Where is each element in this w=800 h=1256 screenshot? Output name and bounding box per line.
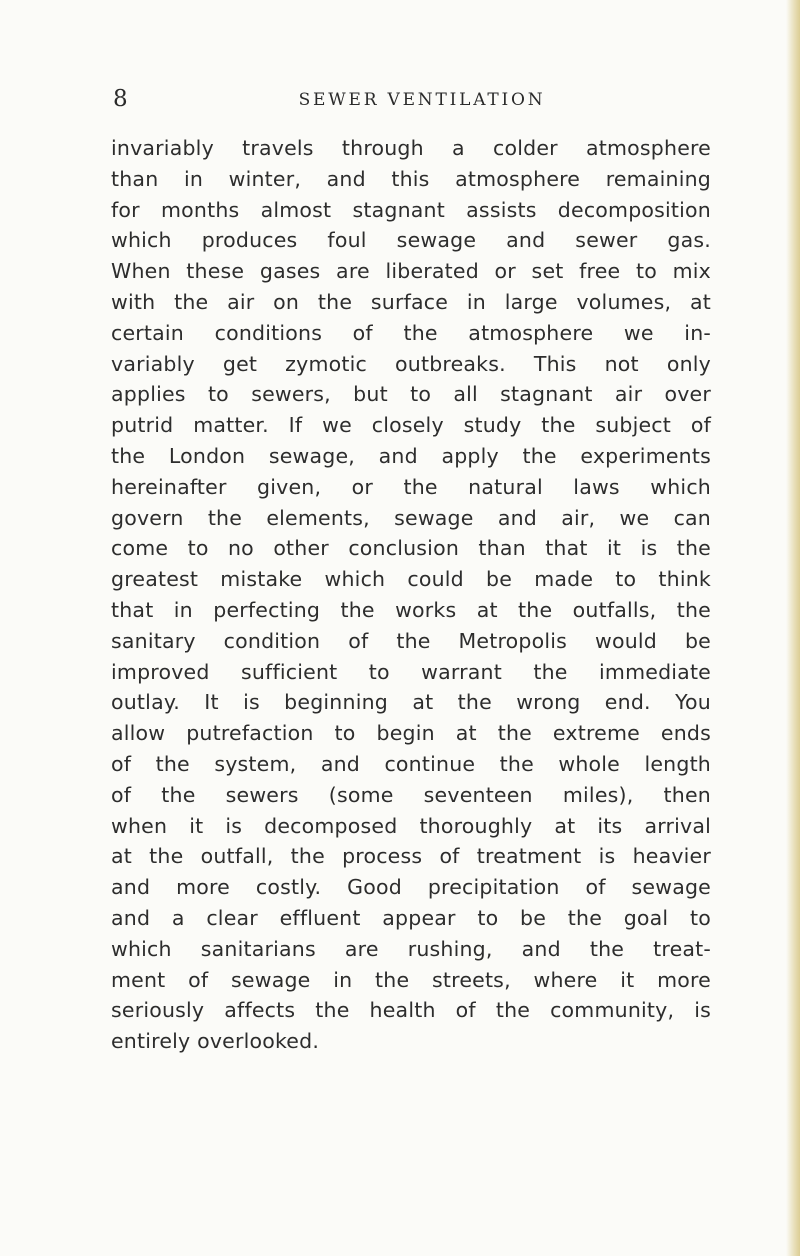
text-line: certain conditions of the atmosphere we in- [111, 320, 711, 345]
running-head: SEWER VENTILATION [298, 90, 546, 110]
text-line: the London sewage, and apply the experiments [111, 443, 711, 468]
text-line: of the system, and continue the whole length [111, 751, 711, 776]
text-line: When these gases are liberated or set free to mix [111, 259, 711, 284]
text-line: at the outfall, the process of treatment is heavier [111, 844, 711, 869]
text-line: outlay. It is beginning at the wrong end. You [111, 690, 711, 715]
text-line: with the air on the surface in large volumes, at [111, 289, 711, 314]
text-line: for months almost stagnant assists decomposition [111, 197, 711, 222]
text-line: that in perfecting the works at the outfalls, the [111, 597, 711, 622]
page-edge [786, 0, 800, 1256]
text-line: variably get zymotic outbreaks. This not only [111, 351, 711, 376]
text-line: and a clear effluent appear to be the goal to [111, 905, 711, 930]
text-line: when it is decomposed thoroughly at its arrival [111, 813, 711, 838]
text-line: sanitary condition of the Metropolis would be [111, 628, 711, 653]
page-number: 8 [113, 86, 128, 112]
text-line: allow putrefaction to begin at the extreme ends [111, 721, 711, 746]
text-line: ment of sewage in the streets, where it more [111, 967, 711, 992]
text-line: and more costly. Good precipitation of sewage [111, 875, 711, 900]
text-line: of the sewers (some seventeen miles), then [111, 782, 711, 807]
text-line: greatest mistake which could be made to think [111, 567, 711, 592]
text-line: applies to sewers, but to all stagnant air over [111, 382, 711, 407]
page-header [113, 86, 693, 116]
text-line: hereinafter given, or the natural laws which [111, 474, 711, 499]
text-line: which produces foul sewage and sewer gas. [111, 228, 711, 253]
text-line: than in winter, and this atmosphere remaining [111, 166, 711, 191]
text-line: invariably travels through a colder atmosphere [111, 136, 711, 160]
text-line: come to no other conclusion than that it is the [111, 536, 711, 561]
text-line: putrid matter. If we closely study the subject of [111, 413, 711, 438]
text-line: which sanitarians are rushing, and the treat- [111, 936, 711, 961]
body-paragraph [111, 133, 711, 1057]
text-line: improved sufficient to warrant the immediate [111, 659, 711, 684]
text-line: entirely overlooked. [111, 1029, 320, 1054]
text-line: govern the elements, sewage and air, we can [111, 505, 711, 530]
text-line: seriously affects the health of the community, is [111, 998, 711, 1023]
